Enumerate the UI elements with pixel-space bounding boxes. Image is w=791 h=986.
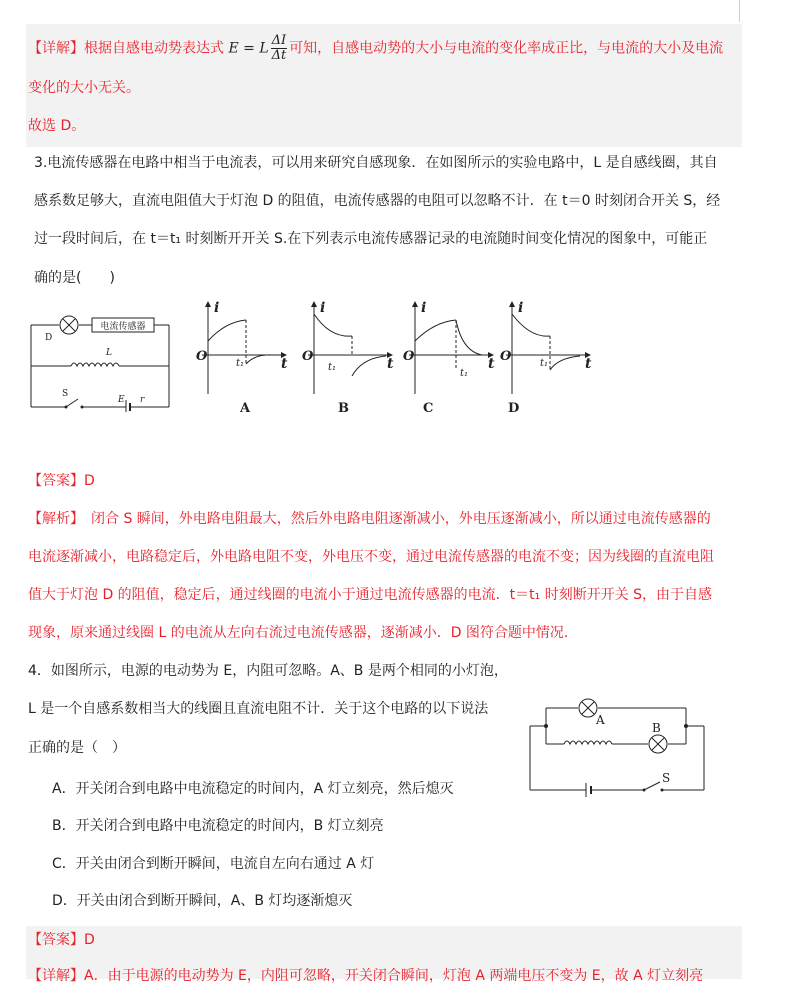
q3-graphs: [190, 296, 600, 418]
formula-numerator: ΔI: [271, 33, 287, 48]
graph-D-origin: O: [500, 349, 512, 364]
graph-D-axis-i: i: [518, 300, 524, 316]
q2-detail-text-b: 可知，自感电动势的大小与电流的变化率成正比，与电流的大小及电流: [289, 40, 724, 57]
graph-C-axis-i: i: [421, 300, 427, 316]
q4-lamp-label-B: B: [652, 721, 661, 735]
q4-switch-label-S: S: [662, 771, 671, 785]
q3-analysis-line2: 电流逐渐减小，电路稳定后，外电路电阻不变，外电压不变，通过电流传感器的电流不变；因为线圈的直流电阻: [28, 549, 714, 565]
source-label-E: E: [118, 395, 125, 405]
q3-line3: 过一段时间后，在 t＝t₁ 时刻断开开关 S.在下列表示电流传感器记录的电流随时间变化情况的图象中，可能正: [34, 231, 708, 247]
sensor-label: 电流传感器: [100, 322, 146, 332]
formula-denominator: Δt: [271, 48, 287, 63]
q4-option-c: C．开关由闭合到断开瞬间，电流自左向右通过 A 灯: [52, 856, 375, 872]
graph-label-D: D: [508, 401, 520, 416]
q4-line2: L 是一个自感系数相当大的线圈且直流电阻不计．关于这个电路的以下说法: [28, 701, 489, 717]
graph-label-C: C: [423, 401, 434, 416]
graph-D-t1: t₁: [540, 358, 549, 369]
q4-circuit-figure: [528, 694, 710, 798]
q4-switch-S: [644, 782, 660, 790]
graph-A-t1: t₁: [236, 358, 245, 369]
q4-lamp-label-A: A: [596, 713, 605, 727]
formula-fraction: [271, 34, 288, 63]
switch-S: [66, 399, 78, 407]
q3-circuit-figure: [26, 310, 174, 412]
q4-option-a: A．开关闭合到电路中电流稳定的时间内，A 灯立刻亮，然后熄灭: [52, 781, 454, 797]
q3-answer: 【答案】D: [28, 473, 95, 489]
graph-B-t1: t₁: [328, 362, 337, 373]
switch-label-S: S: [62, 389, 69, 399]
q4-option-d: D．开关由闭合到断开瞬间，A、B 灯均逐渐熄灭: [52, 893, 353, 909]
graph-A-axis-i: i: [214, 300, 220, 316]
q2-detail-tag: 【详解】: [28, 40, 84, 57]
graph-C-axis-t: t: [488, 356, 495, 372]
q3-analysis-line4: 现象，原来通过线圈 L 的电流从左向右流过电流传感器，逐渐减小．D 图符合题中情况．: [28, 625, 578, 641]
q4-line3: 正确的是（ ）: [28, 740, 126, 756]
q3-line4: 确的是( ): [34, 270, 115, 286]
graph-B-axis-t: t: [387, 356, 394, 372]
graph-D-axis-t: t: [585, 356, 592, 372]
q2-detail-line2: 变化的大小无关。: [28, 80, 140, 96]
q4-option-b: B．开关闭合到电路中电流稳定的时间内，B 灯立刻亮: [52, 818, 384, 834]
q3-analysis-tag: 【解析】: [28, 511, 77, 527]
formula-E: E: [228, 40, 239, 57]
q2-detail-line1: [28, 34, 723, 63]
q3-analysis-text1: 闭合 S 瞬间，外电路电阻最大，然后外电路电阻逐渐减小，外电压逐渐减小，所以通过电流传感器的: [77, 511, 711, 527]
graph-C-origin: O: [403, 349, 415, 364]
graph-A-origin: O: [196, 349, 208, 364]
graph-label-A: A: [240, 401, 251, 416]
page-right-edge: [739, 0, 740, 22]
q2-detail-line3: 故选 D。: [28, 118, 86, 134]
coil-label-L: L: [106, 348, 112, 358]
q4-answer: 【答案】D: [28, 932, 95, 948]
graph-C-t1: t₁: [460, 368, 469, 379]
graph-B-axis-i: i: [320, 300, 326, 316]
q3-analysis-line3: 值大于灯泡 D 的阻值，稳定后，通过线圈的电流小于通过电流传感器的电流．t＝t₁ 时刻断开开关 S，由于自感: [28, 587, 713, 603]
q3-line2: 感系数足够大，直流电阻值大于灯泡 D 的阻值，电流传感器的电阻可以忽略不计．在 t＝0 时刻闭合开关 S，经: [34, 193, 721, 209]
graph-B-origin: O: [302, 349, 314, 364]
coil-L: [71, 363, 119, 366]
lamp-label-D: D: [45, 333, 53, 343]
q3-line1: 3.电流传感器在电路中相当于电流表，可以用来研究自感现象．在如图所示的实验电路中，L 是自感线圈，其自: [34, 155, 718, 171]
source-label-r: r: [140, 395, 145, 405]
graph-A-axis-t: t: [281, 356, 288, 372]
q3-analysis-line1: [28, 509, 711, 529]
graph-label-B: B: [338, 401, 349, 416]
formula-L: L: [259, 40, 269, 57]
page-top-border: [0, 0, 791, 1]
q4-detail-partial: 【详解】A．由于电源的电动势为 E，内阻可忽略，开关闭合瞬间，灯泡 A 两端电压不变为 E，故 A 灯立刻亮: [28, 968, 704, 984]
q2-detail-text-a: 根据自感电动势表达式: [84, 40, 224, 57]
q4-line1: 4．如图所示，电源的电动势为 E，内阻可忽略。A、B 是两个相同的小灯泡，: [28, 663, 508, 679]
coil-L-q4: [564, 741, 612, 744]
formula-eq: =: [243, 40, 255, 57]
